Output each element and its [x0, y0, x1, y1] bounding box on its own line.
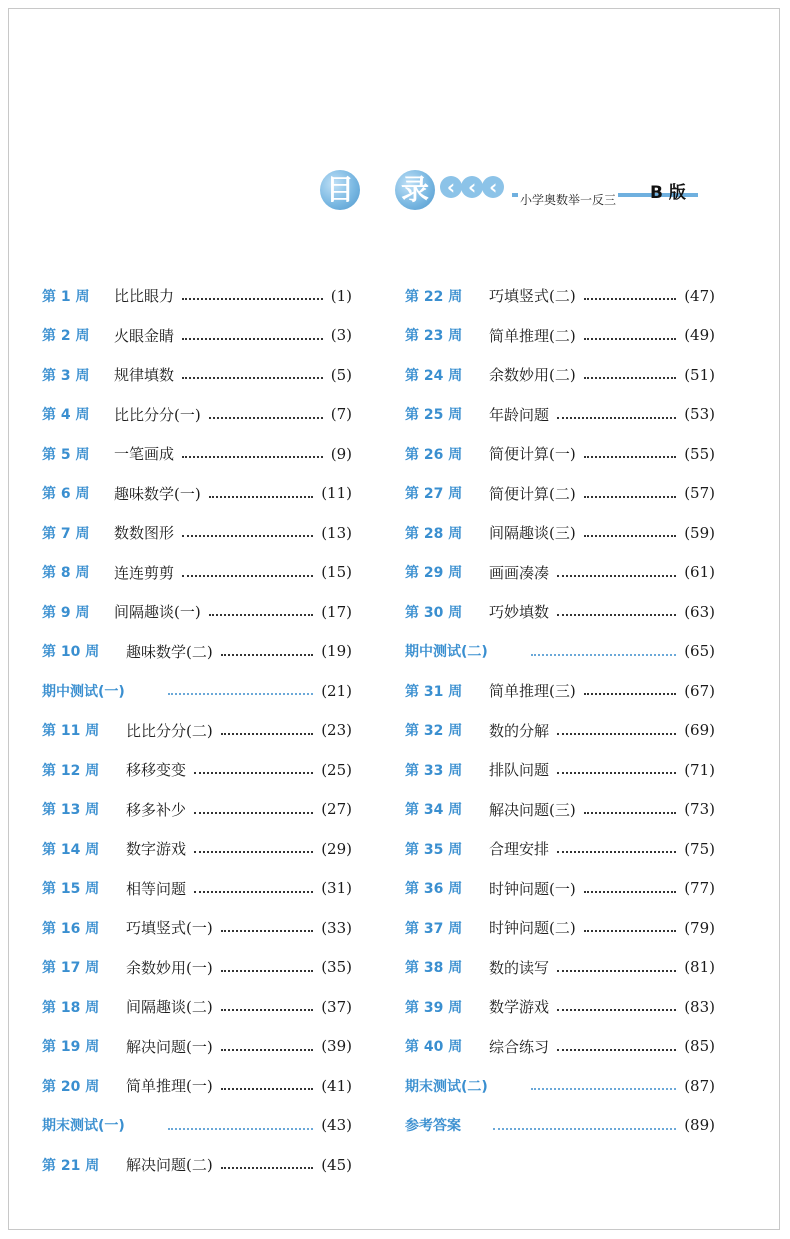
toc-entry-label: 第 12 周 [42, 762, 100, 779]
toc-entry-page: (11) [321, 484, 352, 503]
toc-entry-label: 第 26 周 [405, 446, 463, 463]
toc-entry-title: 比比分分(二) [126, 721, 213, 740]
dot-leader [557, 613, 676, 616]
toc-entry-title: 年龄问题 [489, 405, 550, 424]
toc-entry[interactable] [405, 1027, 715, 1067]
toc-entry-page: (49) [684, 326, 715, 345]
toc-entry-title: 合理安排 [489, 840, 550, 859]
dot-leader [168, 1127, 313, 1130]
toc-entry-title: 趣味数学(二) [126, 642, 213, 661]
toc-entry-title: 火眼金睛 [114, 326, 175, 345]
toc-entry-label: 第 11 周 [42, 723, 100, 740]
dot-leader [531, 653, 676, 656]
dot-leader [493, 1127, 676, 1130]
toc-entry-page: (29) [321, 839, 352, 858]
dot-leader [182, 337, 323, 340]
toc-entry-label: 第 8 周 [42, 565, 90, 582]
toc-entry-page: (19) [321, 642, 352, 661]
toc-entry-page: (71) [684, 760, 715, 779]
chevron-left-icon: ‹ [461, 176, 483, 198]
dot-leader [221, 1048, 313, 1051]
toc-entry-title: 时钟问题(二) [489, 919, 576, 938]
dot-leader [557, 850, 676, 853]
toc-entry[interactable] [405, 711, 715, 751]
toc-entry-page: (27) [321, 800, 352, 819]
toc-entry[interactable] [42, 790, 352, 830]
toc-entry-label: 第 20 周 [42, 1078, 100, 1095]
chevron-decoration-icon [440, 176, 498, 206]
toc-entry[interactable] [42, 987, 352, 1027]
dot-leader [182, 534, 313, 537]
toc-entry-title: 连连剪剪 [114, 563, 175, 582]
toc-entry-page: (63) [684, 602, 715, 621]
toc-entry-page: (83) [684, 997, 715, 1016]
toc-entry-title: 排队问题 [489, 761, 550, 780]
toc-left-column [42, 276, 362, 1185]
dot-leader [182, 574, 313, 577]
dot-leader [182, 297, 323, 300]
toc-entry-label: 第 13 周 [42, 802, 100, 819]
dot-leader [557, 416, 676, 419]
toc-entry-page: (33) [321, 918, 352, 937]
dot-leader [531, 1087, 676, 1090]
chevron-left-icon: ‹ [440, 176, 462, 198]
toc-entry-title: 间隔趣谈(三) [489, 524, 576, 543]
toc-entry-label: 第 36 周 [405, 881, 463, 898]
dot-leader [182, 376, 323, 379]
toc-entry-page: (45) [321, 1155, 352, 1174]
toc-entry-page: (79) [684, 918, 715, 937]
toc-entry-label: 第 7 周 [42, 525, 90, 542]
dot-leader [194, 890, 313, 893]
toc-entry-title: 间隔趣谈(一) [114, 603, 201, 622]
toc-entry-title: 比比眼力 [114, 287, 175, 306]
toc-entry[interactable] [42, 908, 352, 948]
dot-leader [194, 811, 313, 814]
dot-leader [194, 771, 313, 774]
toc-entry-page: (9) [330, 444, 352, 463]
dot-leader [557, 732, 676, 735]
toc-entry[interactable] [42, 592, 352, 632]
dot-leader [557, 1048, 676, 1051]
toc-entry[interactable] [405, 829, 715, 869]
toc-entry[interactable] [42, 355, 352, 395]
toc-entry-page: (5) [330, 365, 352, 384]
toc-entry-page: (77) [684, 879, 715, 898]
toc-entry[interactable] [42, 1145, 352, 1185]
toc-entry-title: 画画凑凑 [489, 563, 550, 582]
dot-leader [209, 416, 323, 419]
toc-entry[interactable] [42, 1106, 352, 1146]
toc-entry-label: 第 5 周 [42, 446, 90, 463]
toc-entry[interactable] [42, 513, 352, 553]
toc-entry[interactable] [42, 750, 352, 790]
toc-entry-label: 第 28 周 [405, 525, 463, 542]
toc-entry[interactable] [405, 276, 715, 316]
toc-entry[interactable] [405, 869, 715, 909]
toc-entry-title: 移移变变 [126, 761, 187, 780]
dot-leader [557, 574, 676, 577]
toc-entry-title: 简便计算(一) [489, 445, 576, 464]
toc-entry-page: (41) [321, 1076, 352, 1095]
toc-entry-label: 第 9 周 [42, 604, 90, 621]
toc-entry[interactable] [405, 1106, 715, 1146]
toc-entry-title: 简便计算(二) [489, 484, 576, 503]
toc-entry-title: 数的分解 [489, 721, 550, 740]
toc-entry[interactable] [405, 474, 715, 514]
toc-entry-page: (1) [330, 286, 352, 305]
dot-leader [221, 1087, 313, 1090]
dot-leader [584, 534, 676, 537]
toc-entry-title: 移多补少 [126, 800, 187, 819]
toc-entry-title: 间隔趣谈(二) [126, 998, 213, 1017]
toc-entry-title: 趣味数学(一) [114, 484, 201, 503]
toc-entry-title: 简单推理(一) [126, 1077, 213, 1096]
dot-leader [584, 929, 676, 932]
dot-leader [221, 929, 313, 932]
toc-entry-page: (59) [684, 523, 715, 542]
toc-entry-label: 第 39 周 [405, 999, 463, 1016]
toc-entry-label: 第 19 周 [42, 1039, 100, 1056]
toc-entry[interactable] [405, 632, 715, 672]
dot-leader [584, 692, 676, 695]
toc-entry-label: 第 17 周 [42, 960, 100, 977]
toc-entry-label: 第 14 周 [42, 841, 100, 858]
toc-entry-title: 余数妙用(一) [126, 958, 213, 977]
toc-entry[interactable] [42, 869, 352, 909]
toc-entry[interactable] [405, 790, 715, 830]
toc-entry-label: 第 33 周 [405, 762, 463, 779]
toc-entry-page: (3) [330, 326, 352, 345]
toc-entry-label: 第 35 周 [405, 841, 463, 858]
toc-entry[interactable] [42, 829, 352, 869]
toc-entry-label: 第 23 周 [405, 328, 463, 345]
dot-leader [221, 1008, 313, 1011]
toc-entry-page: (25) [321, 760, 352, 779]
toc-entry[interactable] [405, 553, 715, 593]
toc-entry-page: (23) [321, 721, 352, 740]
toc-entry-label: 第 40 周 [405, 1039, 463, 1056]
toc-entry-label: 第 18 周 [42, 999, 100, 1016]
toc-entry[interactable] [42, 1066, 352, 1106]
toc-entry[interactable] [405, 592, 715, 632]
toc-entry-label: 第 10 周 [42, 644, 100, 661]
dot-leader [584, 811, 676, 814]
toc-entry-label: 期中测试(一) [42, 683, 125, 700]
chevron-left-icon: ‹ [482, 176, 504, 198]
toc-entry-page: (31) [321, 879, 352, 898]
toc-entry-title: 巧填竖式(二) [489, 287, 576, 306]
toc-entry-label: 参考答案 [405, 1118, 461, 1135]
dot-leader [584, 890, 676, 893]
toc-entry-page: (73) [684, 800, 715, 819]
toc-entry-label: 期中测试(二) [405, 644, 488, 661]
toc-entry-page: (43) [321, 1116, 352, 1135]
toc-entry[interactable] [405, 671, 715, 711]
title-char-2: 录 [395, 170, 435, 210]
dot-leader [221, 732, 313, 735]
toc-entry-page: (13) [321, 523, 352, 542]
toc-entry-label: 第 32 周 [405, 723, 463, 740]
toc-entry-page: (17) [321, 602, 352, 621]
toc-entry-page: (35) [321, 958, 352, 977]
dot-leader [221, 653, 313, 656]
toc-entry-page: (81) [684, 958, 715, 977]
toc-entry[interactable] [405, 908, 715, 948]
toc-entry-title: 比比分分(一) [114, 405, 201, 424]
dot-leader [584, 376, 676, 379]
dot-leader [209, 495, 313, 498]
toc-entry[interactable] [42, 671, 352, 711]
toc-entry-label: 第 6 周 [42, 486, 90, 503]
toc-entry[interactable] [42, 474, 352, 514]
toc-header [0, 168, 790, 218]
toc-entry[interactable] [42, 553, 352, 593]
toc-entry-page: (21) [321, 681, 352, 700]
toc-entry[interactable] [42, 948, 352, 988]
dot-leader [221, 1166, 313, 1169]
toc-entry-title: 数学游戏 [489, 998, 550, 1017]
toc-entry-page: (57) [684, 484, 715, 503]
toc-entry-title: 简单推理(二) [489, 326, 576, 345]
toc-entry-page: (85) [684, 1037, 715, 1056]
toc-entry-page: (89) [684, 1116, 715, 1135]
toc-entry-label: 第 30 周 [405, 604, 463, 621]
toc-entry-label: 第 37 周 [405, 920, 463, 937]
toc-entry-label: 第 34 周 [405, 802, 463, 819]
dot-leader [182, 455, 323, 458]
dot-leader [584, 495, 676, 498]
toc-entry-page: (67) [684, 681, 715, 700]
toc-entry-page: (47) [684, 286, 715, 305]
toc-entry[interactable] [42, 316, 352, 356]
toc-entry-title: 数的读写 [489, 958, 550, 977]
toc-entry-label: 第 22 周 [405, 288, 463, 305]
toc-entry-page: (75) [684, 839, 715, 858]
toc-entry-page: (87) [684, 1076, 715, 1095]
toc-entry[interactable] [405, 987, 715, 1027]
toc-entry-title: 相等问题 [126, 879, 187, 898]
toc-entry-title: 数字游戏 [126, 840, 187, 859]
toc-right-column [405, 276, 725, 1145]
toc-entry-title: 规律填数 [114, 366, 175, 385]
toc-entry[interactable] [42, 711, 352, 751]
toc-entry[interactable] [405, 513, 715, 553]
toc-entry-page: (65) [684, 642, 715, 661]
toc-entry[interactable] [42, 276, 352, 316]
toc-entry[interactable] [405, 355, 715, 395]
dot-leader [194, 850, 313, 853]
toc-entry[interactable] [405, 750, 715, 790]
toc-entry-label: 第 1 周 [42, 288, 90, 305]
toc-entry[interactable] [405, 434, 715, 474]
toc-entry-label: 第 4 周 [42, 407, 90, 424]
toc-entry-page: (53) [684, 405, 715, 424]
toc-entry-label: 第 38 周 [405, 960, 463, 977]
toc-entry[interactable] [405, 395, 715, 435]
toc-entry-page: (61) [684, 563, 715, 582]
toc-entry-label: 第 2 周 [42, 328, 90, 345]
toc-entry-page: (55) [684, 444, 715, 463]
toc-entry-page: (51) [684, 365, 715, 384]
toc-entry-label: 期末测试(一) [42, 1118, 125, 1135]
toc-entry-title: 余数妙用(二) [489, 366, 576, 385]
toc-entry-label: 第 31 周 [405, 683, 463, 700]
toc-entry-page: (7) [330, 405, 352, 424]
toc-entry-label: 第 25 周 [405, 407, 463, 424]
toc-entry-title: 一笔画成 [114, 445, 175, 464]
title-char-1: 目 [320, 170, 360, 210]
toc-entry-title: 综合练习 [489, 1037, 550, 1056]
toc-entry-label: 第 29 周 [405, 565, 463, 582]
toc-entry[interactable] [405, 1066, 715, 1106]
toc-entry-title: 简单推理(三) [489, 682, 576, 701]
dot-leader [584, 337, 676, 340]
series-title: 小学奥数举一反三 [520, 193, 617, 207]
toc-entry-title: 数数图形 [114, 524, 175, 543]
dot-leader [209, 613, 313, 616]
dot-leader [221, 969, 313, 972]
toc-entry[interactable] [405, 316, 715, 356]
toc-entry-label: 第 15 周 [42, 881, 100, 898]
toc-entry-page: (15) [321, 563, 352, 582]
toc-entry-title: 解决问题(一) [126, 1037, 213, 1056]
dot-leader [584, 297, 676, 300]
toc-entry-title: 解决问题(三) [489, 800, 576, 819]
toc-entry-label: 第 27 周 [405, 486, 463, 503]
toc-entry-title: 时钟问题(一) [489, 879, 576, 898]
toc-entry-page: (69) [684, 721, 715, 740]
toc-entry[interactable] [42, 1027, 352, 1067]
toc-entry-title: 巧妙填数 [489, 603, 550, 622]
toc-entry-label: 第 16 周 [42, 920, 100, 937]
edition-label: B 版 [650, 183, 686, 203]
toc-entry-page: (37) [321, 997, 352, 1016]
toc-entry[interactable] [405, 948, 715, 988]
toc-entry[interactable] [42, 632, 352, 672]
toc-entry-title: 巧填竖式(一) [126, 919, 213, 938]
toc-entry[interactable] [42, 395, 352, 435]
dot-leader [557, 969, 676, 972]
toc-entry[interactable] [42, 434, 352, 474]
toc-entry-label: 期末测试(二) [405, 1078, 488, 1095]
dot-leader [557, 771, 676, 774]
dot-leader [557, 1008, 676, 1011]
toc-entry-title: 解决问题(二) [126, 1156, 213, 1175]
toc-entry-page: (39) [321, 1037, 352, 1056]
dot-leader [168, 692, 313, 695]
toc-entry-label: 第 3 周 [42, 367, 90, 384]
toc-entry-label: 第 24 周 [405, 367, 463, 384]
dot-leader [584, 455, 676, 458]
toc-entry-label: 第 21 周 [42, 1157, 100, 1174]
